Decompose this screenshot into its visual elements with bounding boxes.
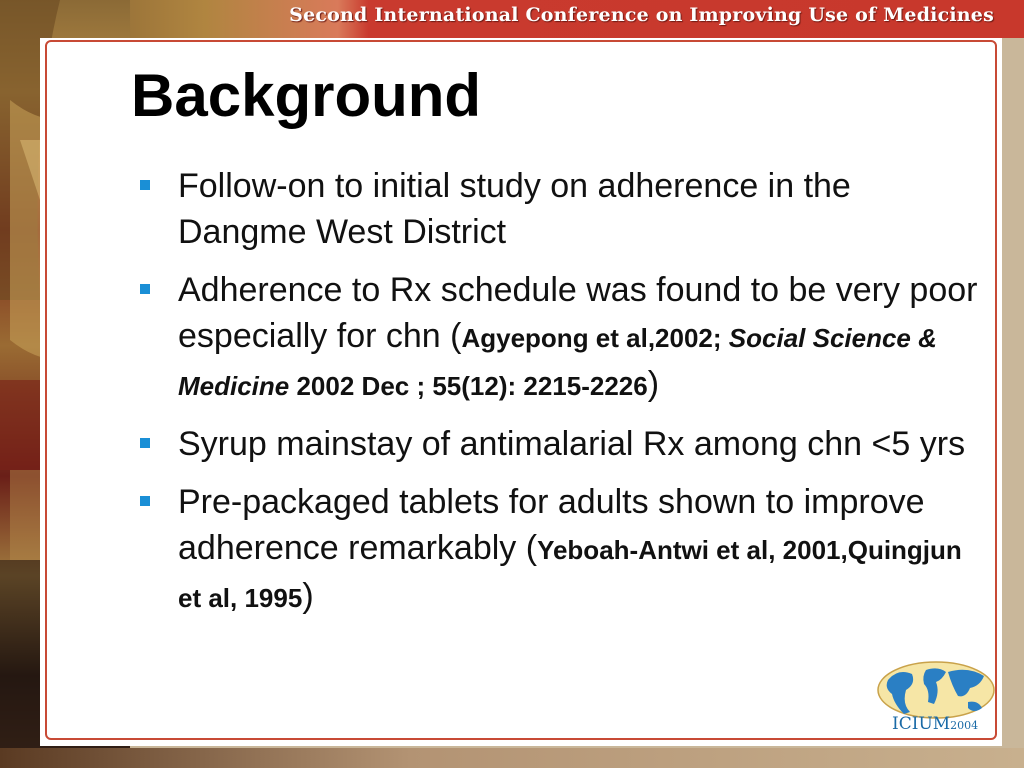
conference-title: Second International Conference on Improving Use of Medicines [289, 4, 994, 26]
citation-authors: Yeboah-Antwi et al, 2001,Quingjun et al, 1995 [178, 535, 962, 613]
square-bullet-icon [140, 496, 150, 506]
bullet-list [140, 163, 985, 633]
square-bullet-icon [140, 180, 150, 190]
bullet-text: Pre-packaged tablets for adults shown to improve adherence remarkably ( [178, 483, 925, 567]
conference-banner [0, 0, 1024, 38]
bullet-item [140, 479, 985, 621]
logo-year: 2004 [950, 719, 979, 732]
bullet-item [140, 267, 985, 409]
floor-strip [0, 748, 1024, 768]
citation-authors: Agyepong et al,2002; [461, 323, 729, 353]
icium-logo [892, 714, 978, 734]
slide-title: Background [131, 62, 482, 129]
square-bullet-icon [140, 284, 150, 294]
citation-details: 2002 Dec ; 55(12): 2215-2226 [289, 371, 648, 401]
logo-name: ICIUM [892, 714, 951, 734]
citation-close: ) [647, 365, 660, 403]
bullet-text: Follow-on to initial study on adherence in the Dangme West District [178, 167, 851, 251]
square-bullet-icon [140, 438, 150, 448]
bullet-text: Syrup mainstay of antimalarial Rx among chn <5 yrs [178, 425, 966, 463]
citation-journal: Social Science & Medicine [178, 323, 937, 401]
citation-close: ) [302, 577, 314, 615]
bullet-item [140, 421, 985, 467]
bullet-item [140, 163, 985, 255]
bullet-text: Adherence to Rx schedule was found to be very poor especially for chn ( [178, 271, 978, 355]
